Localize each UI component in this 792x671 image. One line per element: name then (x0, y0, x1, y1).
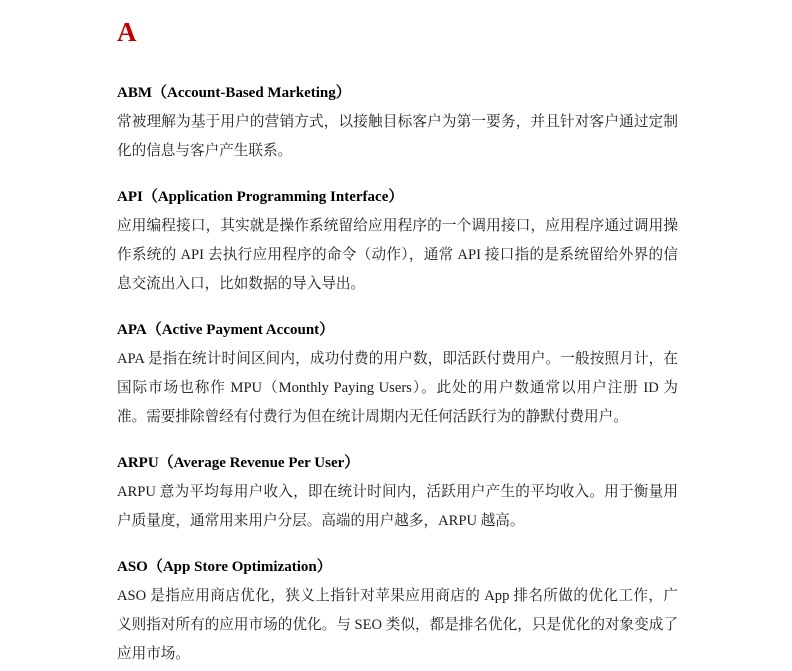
entry-definition: ASO 是指应用商店优化，狭义上指针对苹果应用商店的 App 排名所做的优化工作，广义则指对所有的应用市场的优化。与 SEO 类似，都是排名优化，只是优化的对象变成了应用市场。 (117, 588, 678, 662)
entry-definition: APA 是指在统计时间区间内，成功付费的用户数，即活跃付费用户。一般按照月计，在国际市场也称作 MPU（Monthly Paying Users）。此处的用户数通常以用户注册 ID 为准。需要排除曾经有付费行为但在统计周期内无任何活跃行为的静默付费用户。 (117, 351, 678, 425)
glossary-entry-apa (117, 319, 678, 432)
entry-term: ABM（Account-Based Marketing） (117, 85, 351, 101)
entry-term: API（Application Programming Interface） (117, 189, 404, 205)
section-letter-heading: A (117, 17, 137, 47)
glossary-entry-aso (117, 556, 678, 669)
glossary-entry-api (117, 186, 678, 299)
entry-term: APA（Active Payment Account） (117, 322, 335, 338)
entry-definition: ARPU 意为平均每用户收入，即在统计时间内，活跃用户产生的平均收入。用于衡量用户质量度，通常用来用户分层。高端的用户越多，ARPU 越高。 (117, 484, 678, 529)
entry-term: ARPU（Average Revenue Per User） (117, 455, 360, 471)
glossary-entry-abm (117, 82, 678, 166)
entry-term: ASO（App Store Optimization） (117, 559, 332, 575)
entry-definition: 常被理解为基于用户的营销方式，以接触目标客户为第一要务，并且针对客户通过定制化的信息与客户产生联系。 (117, 114, 678, 159)
glossary-entry-arpu (117, 452, 678, 536)
entry-definition: 应用编程接口，其实就是操作系统留给应用程序的一个调用接口，应用程序通过调用操作系统的 API 去执行应用程序的命令（动作），通常 API 接口指的是系统留给外界的信息交流出入口，比如数据的导入导出。 (117, 218, 678, 292)
